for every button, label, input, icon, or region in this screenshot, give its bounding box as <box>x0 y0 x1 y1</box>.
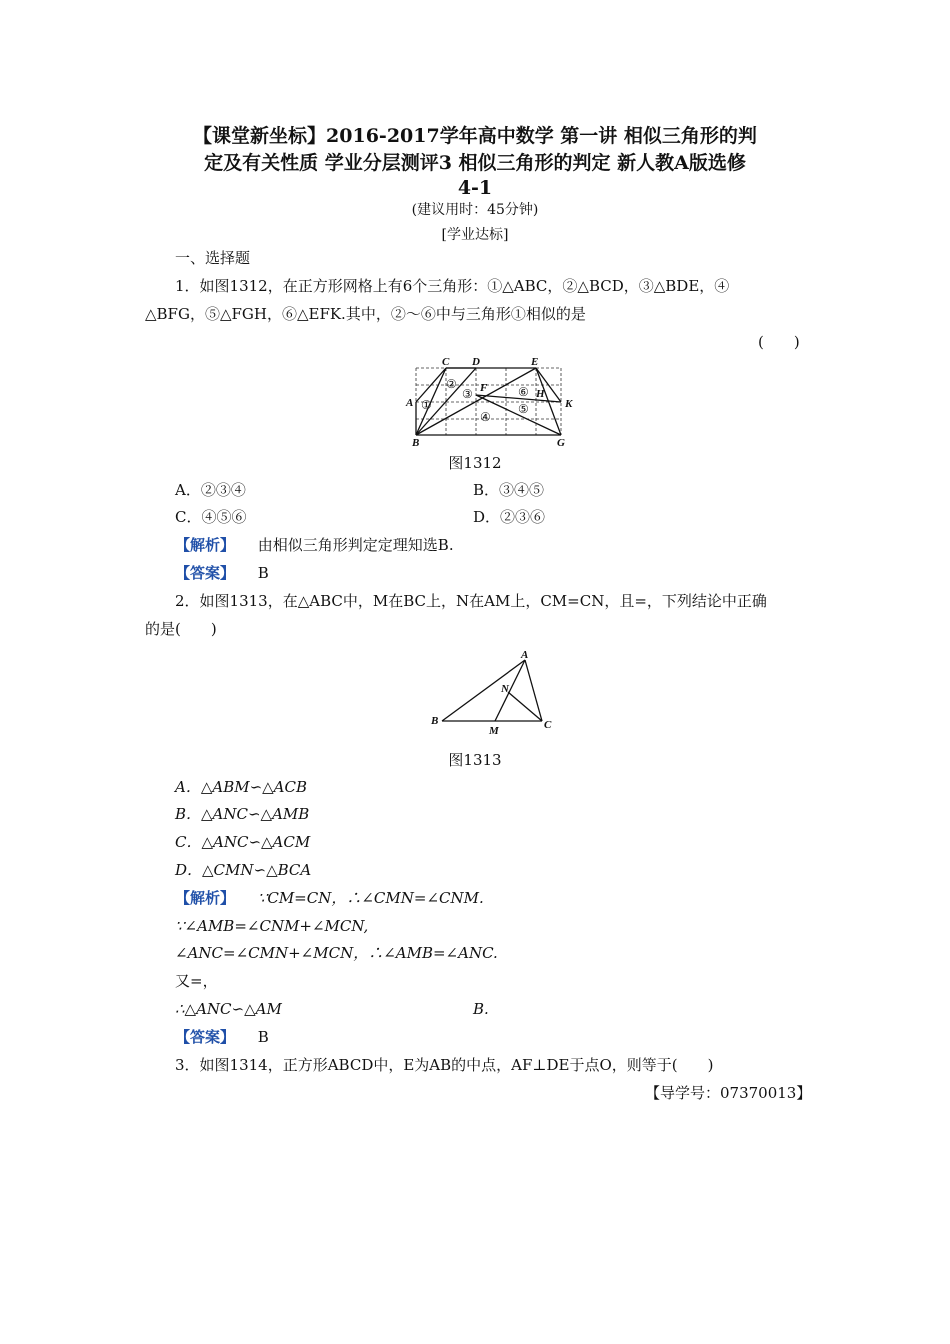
point-label-k: K <box>565 398 573 410</box>
q1-analysis-text: 由相似三角形判定定理知选B. <box>257 536 454 554</box>
answer-tag: 【答案】 <box>175 564 236 582</box>
q1-option-a: A．②③④ <box>175 481 246 499</box>
title-line-2: 定及有关性质 学业分层测评3 相似三角形的判定 新人教A版选修 <box>204 152 746 174</box>
q3-line-1: 3．如图1314，正方形ABCD中，E为AB的中点，AF⊥DE于点O，则等于( ) <box>175 1056 714 1074</box>
q1-answer <box>175 563 269 583</box>
point-label-g: G <box>557 437 565 449</box>
suggested-time: (建议用时：45分钟) <box>411 202 539 218</box>
point-label-b: B <box>431 715 439 727</box>
circled-3: ③ <box>462 387 473 401</box>
section-heading: 一、选择题 <box>175 249 251 267</box>
q1-option-b: B．③④⑤ <box>473 481 545 499</box>
q2-option-c: C．△ANC∽△ACM <box>175 833 311 851</box>
q1-analysis <box>175 535 454 555</box>
point-label-a: A <box>406 397 414 409</box>
point-label-m: M <box>489 725 499 737</box>
q3-ref: 【导学号：07370013】 <box>645 1084 812 1102</box>
q2-line-1: 2．如图1313，在△ABC中，M在BC上，N在AM上，CM=CN，且=，下列结论中正确 <box>175 592 767 610</box>
q2-option-b: B．△ANC∽△AMB <box>175 805 310 823</box>
title-line-1: 【课堂新坐标】2016-2017学年高中数学 第一讲 相似三角形的判 <box>193 125 757 147</box>
q1-line-2: △BFG，⑤△FGH，⑥△EFK.其中，②～⑥中与三角形①相似的是 <box>145 305 586 323</box>
document-title <box>140 123 810 199</box>
q2-analysis-line-5: ∴△ANC∽△AM <box>175 1000 282 1018</box>
point-label-d: D <box>472 356 480 368</box>
analysis-tag: 【解析】 <box>175 536 236 554</box>
q1-answer-text: B <box>257 564 269 582</box>
q2-analysis-line-4: 又=， <box>175 972 218 990</box>
circled-1: ① <box>421 398 432 412</box>
q2-line-2: 的是( ) <box>145 620 217 638</box>
q2-analysis <box>175 888 484 908</box>
figure-1312 <box>400 355 590 450</box>
circled-2: ② <box>446 377 457 391</box>
q1-line-1: 1．如图1312，在正方形网格上有6个三角形：①△ABC，②△BCD，③△BDE，④ <box>175 277 730 295</box>
q2-analysis-line-2: ∵∠AMB=∠CNM+∠MCN, <box>175 917 369 935</box>
point-label-c: C <box>544 719 552 731</box>
q2-option-d: D．△CMN∽△BCA <box>175 861 312 879</box>
analysis-tag: 【解析】 <box>175 889 236 907</box>
answer-tag: 【答案】 <box>175 1028 236 1046</box>
q2-option-a: A．△ABM∽△ACB <box>175 778 308 796</box>
q2-answer <box>175 1027 269 1047</box>
figure-1313-caption: 图1313 <box>448 751 502 769</box>
point-label-c: C <box>442 356 450 368</box>
point-label-a: A <box>521 649 529 661</box>
figure-1312-caption: 图1312 <box>448 454 502 472</box>
q1-option-d: D．②③⑥ <box>473 508 546 526</box>
point-label-e: E <box>531 356 539 368</box>
q2-analysis-line-3: ∠ANC=∠CMN+∠MCN，∴∠AMB=∠ANC. <box>175 944 498 962</box>
circled-5: ⑤ <box>518 402 529 416</box>
point-label-n: N <box>501 683 509 695</box>
q2-analysis-line-1: ∵CM=CN，∴∠CMN=∠CNM. <box>257 889 484 907</box>
section-bracket: [学业达标] <box>441 227 509 243</box>
circled-6: ⑥ <box>518 385 529 399</box>
point-label-b: B <box>412 437 420 449</box>
q2-answer-text: B <box>257 1028 269 1046</box>
q1-option-c: C．④⑤⑥ <box>175 508 247 526</box>
point-label-h: H <box>536 388 545 400</box>
circled-4: ④ <box>480 410 491 424</box>
point-label-f: F <box>480 382 488 394</box>
title-line-3: 4-1 <box>457 177 493 199</box>
q2-analysis-line-6: B. <box>473 1000 489 1018</box>
figure-1313 <box>425 648 565 740</box>
q1-paren: ( ) <box>758 333 800 351</box>
